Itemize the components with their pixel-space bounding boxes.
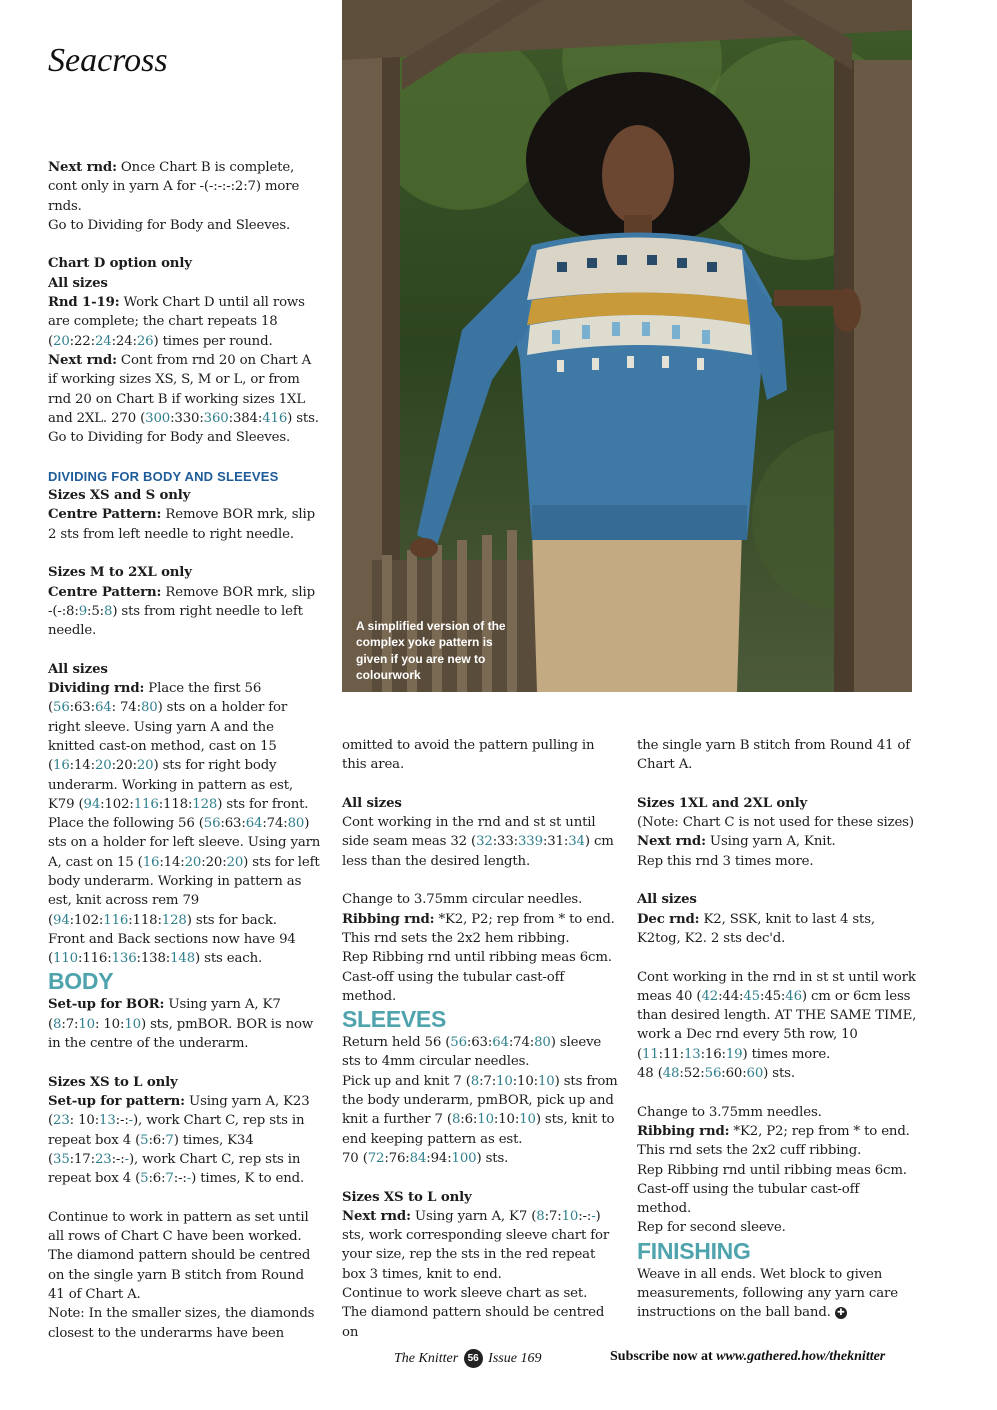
paragraph: Continue to work in pattern as set until all rows of Chart C have been worked. The diamond pattern should be centred on the single yarn B stitch from Round 41 of Chart A. xyxy=(48,1209,311,1302)
paragraph: Ribbing rnd: *K2, P2; rep from * to end. xyxy=(342,911,615,927)
paragraph: Go to Dividing for Body and Sleeves. xyxy=(48,217,291,233)
subheading: All sizes xyxy=(48,275,108,291)
paragraph: Rep Ribbing rnd until ribbing meas 6cm. xyxy=(637,1162,907,1178)
subheading: Sizes XS to L only xyxy=(342,1189,472,1205)
paragraph: Note: In the smaller sizes, the diamonds closest to the underarms have been xyxy=(48,1306,315,1341)
paragraph: Cont working in the rnd in st st until work meas 40 (42:44:45:45:46) cm or 6cm less than desired length. AT THE SAME TIME, work a Dec rnd every 5th row, 10 (11:11:13:16:19) times more. xyxy=(637,969,917,1062)
paragraph: Rep this rnd 3 times more. xyxy=(637,853,814,869)
subheading: Chart D option only xyxy=(48,256,192,272)
footer-subscribe xyxy=(610,1349,885,1365)
paragraph: Change to 3.75mm circular needles. xyxy=(342,892,583,908)
subheading: All sizes xyxy=(342,795,402,811)
paragraph: Return held 56 (56:63:64:74:80) sleeve sts to 4mm circular needles. xyxy=(342,1035,602,1070)
subheading: Sizes XS to L only xyxy=(48,1074,178,1090)
paragraph: Cast-off using the tubular cast-off method. xyxy=(342,969,565,1004)
paragraph: Next rnd: Using yarn A, K7 (8:7:10:-:-) sts, work corresponding sleeve chart for your size, rep the sts in the red repeat box 3 times, knit to end. xyxy=(342,1208,610,1282)
paragraph: Continue to work sleeve chart as set. xyxy=(342,1286,588,1302)
issue-number: Issue 169 xyxy=(488,1351,542,1366)
subheading: All sizes xyxy=(48,661,108,677)
paragraph: Rep for second sleeve. xyxy=(637,1220,786,1236)
paragraph: Front and Back sections now have 94 (110:116:136:138:148) sts each. xyxy=(48,931,296,967)
column-2 xyxy=(342,736,620,1342)
subheading: Sizes XS and S only xyxy=(48,488,191,504)
subscribe-text: Subscribe now at xyxy=(610,1349,713,1364)
subheading: Sizes M to 2XL only xyxy=(48,565,192,581)
paragraph: 48 (48:52:56:60:60) sts. xyxy=(637,1066,795,1082)
end-mark-icon: ✚ xyxy=(835,1307,847,1319)
paragraph: This rnd sets the 2x2 hem ribbing. xyxy=(342,930,570,946)
footer-magazine xyxy=(394,1349,541,1368)
paragraph: This rnd sets the 2x2 cuff ribbing. xyxy=(637,1143,862,1159)
magazine-name: The Knitter xyxy=(394,1351,459,1366)
paragraph: Dec rnd: K2, SSK, knit to last 4 sts, K2tog, K2. 2 sts dec'd. xyxy=(637,911,875,946)
paragraph: Rnd 1-19: Work Chart D until all rows are complete; the chart repeats 18 (20:22:24:24:26) times per round. xyxy=(48,295,305,349)
subscribe-link[interactable]: www.gathered.how/theknitter xyxy=(716,1349,886,1364)
paragraph: Centre Pattern: Remove BOR mrk, slip 2 sts from left needle to right needle. xyxy=(48,507,315,542)
section-heading-sleeves: SLEEVES xyxy=(342,1006,446,1033)
paragraph: Change to 3.75mm needles. xyxy=(637,1104,822,1120)
subheading: Sizes 1XL and 2XL only xyxy=(637,795,808,811)
section-heading-finishing: FINISHING xyxy=(637,1237,751,1264)
paragraph: Set-up for pattern: Using yarn A, K23 (23: 10:13:-:-), work Chart C, rep sts in repeat box 4 (5:6:7) times, K34 (35:17:23:-:-), work Chart C, rep sts in repeat box 4 (5:6:7:-:-) times, K to end. xyxy=(48,1093,310,1187)
subheading: All sizes xyxy=(637,892,697,908)
column-3 xyxy=(637,736,917,1323)
paragraph: The diamond pattern should be centred on xyxy=(342,1305,605,1340)
model-photo xyxy=(342,0,912,692)
paragraph: Weave in all ends. Wet block to given measurements, following any yarn care instructions on the ball band. ✚ xyxy=(637,1266,898,1321)
paragraph: Dividing rnd: Place the first 56 (56:63:64: 74:80) sts on a holder for right sleeve. Using yarn A and the knitted cast-on method, cast on 15 (16:14:20:20:20) sts for right body underarm. Working in pattern as est, K79 (94:102:116:118:128) sts for front. Place the following 56 (56:63:64:74:80) sts on a holder for left sleeve. Using yarn A, cast on 15 (16:14:20:20:20) sts for left body underarm. Working in pattern as est, knit across rem 79 (94:102:116:118:128) sts for back. xyxy=(48,681,321,928)
paragraph: Rep Ribbing rnd until ribbing meas 6cm. xyxy=(342,950,612,966)
paragraph: Next rnd: Once Chart B is complete, cont only in yarn A for -(-:-:-:2:7) more rnds. xyxy=(48,160,300,214)
paragraph: Next rnd: Cont from rnd 20 on Chart A if working sizes XS, S, M or L, or from rnd 20 on Chart B if working sizes 1XL and 2XL. 270 (300:330:360:384:416) sts. xyxy=(48,352,319,426)
page-number: 56 xyxy=(464,1349,483,1368)
paragraph: Cast-off using the tubular cast-off method. xyxy=(637,1181,860,1217)
paragraph: (Note: Chart C is not used for these sizes) xyxy=(637,815,914,831)
photo-caption: A simplified version of the complex yoke pattern is given if you are new to colourwork xyxy=(356,619,506,682)
column-1 xyxy=(48,158,323,1343)
paragraph: Ribbing rnd: *K2, P2; rep from * to end. xyxy=(637,1123,910,1139)
paragraph: Next rnd: Using yarn A, Knit. xyxy=(637,834,836,850)
paragraph: Cont working in the rnd and st st until side seam meas 32 (32:33:339:31:34) cm less than the desired length. xyxy=(342,815,614,869)
paragraph: Centre Pattern: Remove BOR mrk, slip -(-:8:9:5:8) sts from right needle to left needle. xyxy=(48,584,315,639)
paragraph: Pick up and knit 7 (8:7:10:10:10) sts from the body underarm, pmBOR, pick up and knit a further 7 (8:6:10:10:10) sts, knit to end keeping pattern as est. xyxy=(342,1073,618,1147)
paragraph: 70 (72:76:84:94:100) sts. xyxy=(342,1150,509,1166)
page-title: Seacross xyxy=(48,42,168,79)
paragraph: Go to Dividing for Body and Sleeves. xyxy=(48,430,291,446)
paragraph: the single yarn B stitch from Round 41 of Chart A. xyxy=(637,738,911,773)
section-heading-body: BODY xyxy=(48,968,114,995)
section-heading: DIVIDING FOR BODY AND SLEEVES xyxy=(48,468,279,484)
paragraph: Set-up for BOR: Using yarn A, K7 (8:7:10: 10:10) sts, pmBOR. BOR is now in the centre of the underarm. xyxy=(48,997,314,1052)
paragraph: omitted to avoid the pattern pulling in this area. xyxy=(342,738,595,773)
